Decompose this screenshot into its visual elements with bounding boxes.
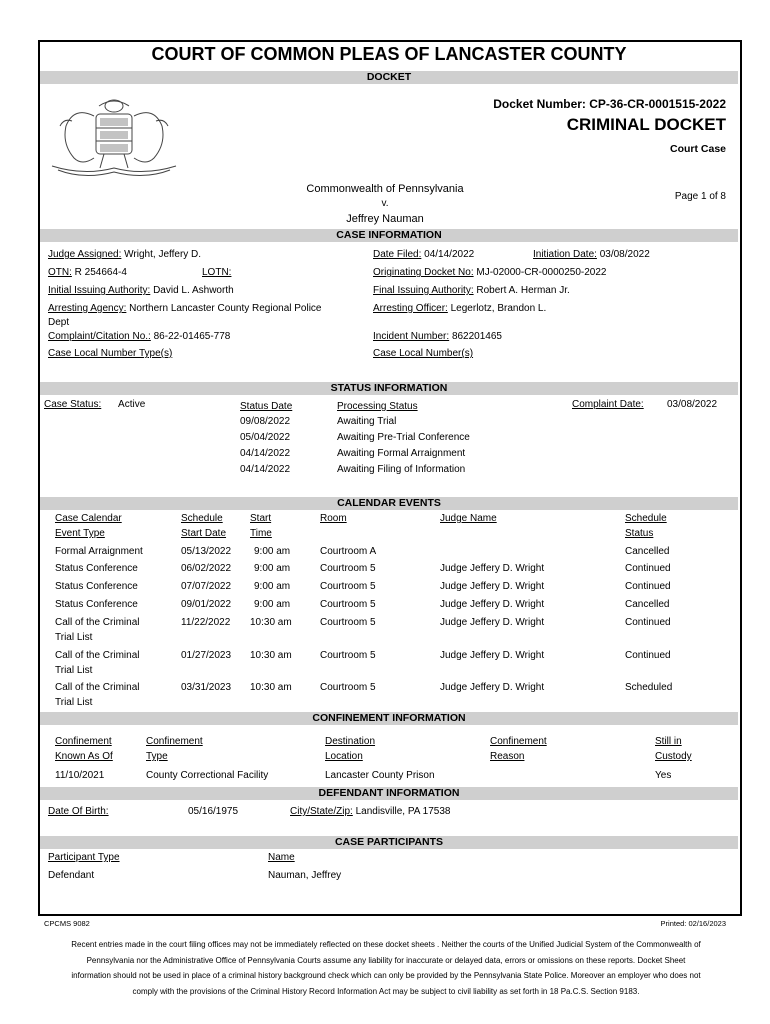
calendar-row: Continued <box>625 650 671 661</box>
arresting-officer-value: Legerlotz, Brandon L. <box>450 303 547 314</box>
calendar-row: 07/07/2022 <box>181 581 232 592</box>
case-information-band: CASE INFORMATION <box>40 229 738 242</box>
calendar-row: Scheduled <box>625 682 673 693</box>
otn-label: OTN: <box>48 267 72 278</box>
calendar-row: 9:00 am <box>254 546 291 557</box>
calendar-row: Judge Jeffery D. Wright <box>440 581 545 592</box>
case-local-numbers-label: Case Local Number(s) <box>373 348 474 359</box>
calendar-row: Courtroom A <box>320 546 377 557</box>
calendar-row: Courtroom 5 <box>320 682 376 693</box>
pennsylvania-seal-icon <box>44 96 184 180</box>
incident-number-value: 862201465 <box>451 331 502 342</box>
calendar-row: Call of the Criminal <box>55 682 140 693</box>
complaint-citation-label: Complaint/Citation No.: <box>48 331 151 342</box>
judge-assigned <box>48 249 201 260</box>
participant-type: Defendant <box>48 870 95 881</box>
calendar-row: Courtroom 5 <box>320 650 376 661</box>
city-state-zip <box>290 806 450 817</box>
calendar-row: 01/27/2023 <box>181 650 232 661</box>
status-row: Awaiting Filing of Information <box>337 464 466 475</box>
date-filed <box>373 249 474 260</box>
calendar-row: 05/13/2022 <box>181 546 232 557</box>
final-issuing-value: Robert A. Herman Jr. <box>476 285 570 296</box>
status-row: 04/14/2022 <box>240 464 291 475</box>
participant-name-header: Name <box>268 852 295 863</box>
initial-issuing-label: Initial Issuing Authority: <box>48 285 151 296</box>
case-participants-band: CASE PARTICIPANTS <box>40 836 738 849</box>
city-state-zip-label: City/State/Zip: <box>290 806 353 817</box>
calendar-row: 10:30 am <box>250 682 292 693</box>
case-status-label: Case Status: <box>44 399 102 410</box>
calendar-header-status: Schedule <box>625 513 667 524</box>
calendar-row: Trial List <box>55 665 93 676</box>
initiation-date-label: Initiation Date: <box>533 249 597 260</box>
calendar-row: 9:00 am <box>254 563 291 574</box>
calendar-row: Continued <box>625 617 671 628</box>
calendar-row: Continued <box>625 563 671 574</box>
calendar-row: Continued <box>625 581 671 592</box>
calendar-row: 9:00 am <box>254 581 291 592</box>
confinement-header: Custody <box>655 751 692 762</box>
arresting-agency-value: Northern Lancaster County Regional Police <box>129 303 322 314</box>
defendant-information-band: DEFENDANT INFORMATION <box>40 787 738 800</box>
confinement-header: Still in <box>655 736 682 747</box>
complaint-date-value: 03/08/2022 <box>667 399 718 410</box>
calendar-header-date: Start Date <box>181 528 227 539</box>
page-number: Page 1 of 8 <box>674 191 726 202</box>
calendar-events-band: CALENDAR EVENTS <box>40 497 738 510</box>
date-filed-value: 04/14/2022 <box>424 249 475 260</box>
confinement-header: Known As Of <box>55 751 113 762</box>
date-filed-label: Date Filed: <box>373 249 422 260</box>
status-row: 09/08/2022 <box>240 416 291 427</box>
confinement-header: Destination <box>325 736 376 747</box>
status-row: Awaiting Pre-Trial Conference <box>337 432 470 443</box>
form-number: CPCMS 9082 <box>44 919 90 928</box>
initiation-date <box>533 249 650 260</box>
participant-name: Nauman, Jeffrey <box>268 870 342 881</box>
calendar-header-time: Start <box>250 513 272 524</box>
confinement-information-band: CONFINEMENT INFORMATION <box>40 712 738 725</box>
calendar-header-date: Schedule <box>181 513 223 524</box>
court-case-label: Court Case <box>669 143 726 155</box>
status-date-header: Status Date <box>240 401 293 412</box>
calendar-header-judge: Judge Name <box>440 513 497 524</box>
calendar-row: Judge Jeffery D. Wright <box>440 563 545 574</box>
city-state-zip-value: Landisville, PA 17538 <box>355 806 451 817</box>
otn-value: R 254664-4 <box>74 267 127 278</box>
calendar-row: Courtroom 5 <box>320 599 376 610</box>
calendar-header-time: Time <box>250 528 272 539</box>
calendar-row: Status Conference <box>55 563 138 574</box>
court-title: COURT OF COMMON PLEAS OF LANCASTER COUNTY <box>151 44 627 64</box>
status-row: Awaiting Formal Arraignment <box>337 448 466 459</box>
caption-plaintiff: Commonwealth of Pennsylvania <box>306 183 464 195</box>
calendar-row: 9:00 am <box>254 599 291 610</box>
disclaimer-text: Recent entries made in the court filing offices may not be immediately reflected on these docket sheets . Neither the courts of the Unified Judicial System of the Commonwealth of Pennsylvania nor the Administrative Office of Pennsylvania Courts assume any liability for inaccurate or delayed data, errors or omissions on these reports. Docket Sheet information should not be used in place of a criminal history background check which can only be provided by the Pennsylvania State Police. Moreover an employer who does not comply with the provisions of the Criminal History Record Information Act may be subject to civil liability as set forth in 18 Pa.C.S. Section 9183. <box>71 940 701 996</box>
confinement-known-as-of: 11/10/2021 <box>55 770 105 781</box>
calendar-row: 03/31/2023 <box>181 682 232 693</box>
confinement-header: Confinement <box>55 736 112 747</box>
calendar-row: Trial List <box>55 697 93 708</box>
calendar-row: 10:30 am <box>250 650 292 661</box>
printed-date: Printed: 02/16/2023 <box>660 919 726 928</box>
calendar-header-type: Case Calendar <box>55 513 122 524</box>
complaint-date-label: Complaint Date: <box>572 399 644 410</box>
status-information-band: STATUS INFORMATION <box>40 382 738 395</box>
confinement-header: Confinement <box>146 736 203 747</box>
calendar-row: Call of the Criminal <box>55 617 140 628</box>
calendar-row: Judge Jeffery D. Wright <box>440 617 545 628</box>
docket-type: CRIMINAL DOCKET <box>566 115 726 134</box>
calendar-row: 06/02/2022 <box>181 563 232 574</box>
judge-assigned-label: Judge Assigned: <box>48 249 122 260</box>
arresting-agency-value-cont: Dept <box>48 317 70 328</box>
calendar-row: Cancelled <box>625 599 670 610</box>
calendar-row: Status Conference <box>55 599 138 610</box>
dob-value: 05/16/1975 <box>188 806 239 817</box>
status-row: Awaiting Trial <box>337 416 397 427</box>
calendar-row: Cancelled <box>625 546 670 557</box>
originating-docket-label: Originating Docket No: <box>373 267 474 278</box>
confinement-type: County Correctional Facility <box>146 770 269 781</box>
case-status-value: Active <box>118 399 146 410</box>
processing-status-header: Processing Status <box>337 401 418 412</box>
originating-docket-value: MJ-02000-CR-0000250-2022 <box>476 267 607 278</box>
docket-band: DOCKET <box>40 71 738 84</box>
originating-docket <box>373 267 606 278</box>
arresting-agency-label: Arresting Agency: <box>48 303 127 314</box>
incident-number <box>373 331 502 342</box>
complaint-citation <box>48 331 230 342</box>
confinement-header: Location <box>325 751 363 762</box>
initial-issuing-authority <box>48 285 234 296</box>
participant-type-header: Participant Type <box>48 852 120 863</box>
initiation-date-value: 03/08/2022 <box>599 249 650 260</box>
confinement-header: Reason <box>490 751 525 762</box>
confinement-location: Lancaster County Prison <box>325 770 435 781</box>
docket-number: Docket Number: CP-36-CR-0001515-2022 <box>493 97 726 111</box>
arresting-officer-label: Arresting Officer: <box>373 303 448 314</box>
confinement-header: Type <box>146 751 168 762</box>
calendar-row: Call of the Criminal <box>55 650 140 661</box>
final-issuing-label: Final Issuing Authority: <box>373 285 474 296</box>
confinement-custody: Yes <box>655 770 672 781</box>
incident-number-label: Incident Number: <box>373 331 450 342</box>
calendar-row: 09/01/2022 <box>181 599 232 610</box>
calendar-row: Courtroom 5 <box>320 581 376 592</box>
calendar-row: Formal Arraignment <box>55 546 143 557</box>
calendar-row: Status Conference <box>55 581 138 592</box>
final-issuing-authority <box>373 285 570 296</box>
calendar-row: Trial List <box>55 632 93 643</box>
case-local-number-type-label: Case Local Number Type(s) <box>48 348 173 359</box>
arresting-agency <box>48 303 322 314</box>
initial-issuing-value: David L. Ashworth <box>153 285 234 296</box>
caption-v: v. <box>381 198 389 209</box>
status-row: 05/04/2022 <box>240 432 291 443</box>
status-row: 04/14/2022 <box>240 448 291 459</box>
calendar-row: Courtroom 5 <box>320 563 376 574</box>
calendar-row: 11/22/2022 <box>181 617 231 628</box>
calendar-row: Judge Jeffery D. Wright <box>440 599 545 610</box>
otn <box>48 267 127 278</box>
calendar-row: Judge Jeffery D. Wright <box>440 650 545 661</box>
calendar-header-status: Status <box>625 528 654 539</box>
arresting-officer <box>373 303 546 314</box>
calendar-row: Courtroom 5 <box>320 617 376 628</box>
calendar-row: Judge Jeffery D. Wright <box>440 682 545 693</box>
complaint-citation-value: 86-22-01465-778 <box>153 331 231 342</box>
judge-assigned-value: Wright, Jeffery D. <box>124 249 202 260</box>
calendar-header-type: Event Type <box>55 528 105 539</box>
dob-label: Date Of Birth: <box>48 806 109 817</box>
confinement-header: Confinement <box>490 736 547 747</box>
calendar-row: 10:30 am <box>250 617 292 628</box>
case-status <box>44 399 145 410</box>
lotn-label: LOTN: <box>202 267 232 278</box>
calendar-header-room: Room <box>320 513 347 524</box>
caption-defendant: Jeffrey Nauman <box>346 213 424 225</box>
